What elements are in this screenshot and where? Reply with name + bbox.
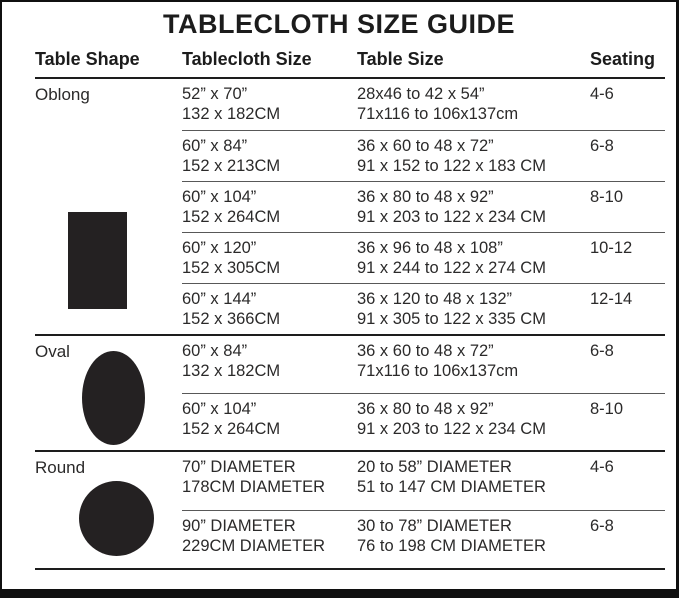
oval-rows — [182, 336, 665, 450]
table-size-inches: 36 x 60 to 48 x 72” — [357, 137, 494, 155]
oval-ellipse-icon — [82, 351, 145, 445]
table-size-cm: 91 x 152 to 122 x 183 CM — [357, 157, 546, 175]
table-size-cm: 91 x 203 to 122 x 234 CM — [357, 208, 546, 226]
tablecloth-size-inches: 52” x 70” — [182, 85, 248, 103]
tablecloth-size-cm: 152 x 264CM — [182, 208, 281, 226]
seating-value: 6-8 — [590, 342, 614, 360]
tablecloth-size-cm: 178CM DIAMETER — [182, 478, 326, 496]
column-header-seating: Seating — [590, 49, 656, 69]
table-row — [182, 336, 665, 393]
oblong-rectangle-icon — [68, 212, 127, 309]
column-header-tablecloth-size: Tablecloth Size — [182, 49, 312, 69]
table-size-inches: 36 x 120 to 48 x 132” — [357, 290, 513, 308]
table-size-cell — [357, 457, 590, 510]
page-title: TABLECLOTH SIZE GUIDE — [163, 9, 515, 39]
seating-value: 4-6 — [590, 458, 614, 476]
table-size-cell — [357, 238, 590, 283]
table-row — [182, 283, 665, 334]
tablecloth-size-inches: 60” x 120” — [182, 239, 257, 257]
seating-value: 8-10 — [590, 188, 624, 206]
shape-label-oblong: Oblong — [35, 85, 90, 104]
table-size-cm: 91 x 244 to 122 x 274 CM — [357, 259, 546, 277]
tablecloth-size-cell — [182, 399, 357, 450]
shape-label-round: Round — [35, 458, 86, 477]
section-oval — [35, 336, 665, 452]
seating-value: 6-8 — [590, 517, 614, 535]
table-row — [182, 181, 665, 232]
table-size-inches: 20 to 58” DIAMETER — [357, 458, 512, 476]
seating-value: 8-10 — [590, 400, 624, 418]
table-size-cell — [357, 84, 590, 130]
tablecloth-size-cell — [182, 457, 357, 510]
tablecloth-size-cm: 152 x 305CM — [182, 259, 281, 277]
table-size-cm: 71x116 to 106x137cm — [357, 362, 519, 380]
table-size-inches: 30 to 78” DIAMETER — [357, 517, 512, 535]
shape-label-oval: Oval — [35, 342, 70, 361]
table-size-inches: 36 x 80 to 48 x 92” — [357, 400, 494, 418]
seating-value: 4-6 — [590, 85, 614, 103]
seating-value: 6-8 — [590, 137, 614, 155]
tablecloth-size-inches: 90” DIAMETER — [182, 517, 296, 535]
tablecloth-size-inches: 60” x 84” — [182, 137, 248, 155]
table-size-cell — [357, 289, 590, 334]
seating-value: 12-14 — [590, 290, 633, 308]
tablecloth-size-cm: 152 x 264CM — [182, 420, 281, 438]
tablecloth-size-inches: 60” x 104” — [182, 188, 257, 206]
tablecloth-size-cell — [182, 136, 357, 181]
tablecloth-size-cell — [182, 84, 357, 130]
tablecloth-size-inches: 70” DIAMETER — [182, 458, 296, 476]
tablecloth-size-cm: 152 x 213CM — [182, 157, 281, 175]
table-header-row — [35, 40, 665, 79]
table-size-cm: 71x116 to 106x137cm — [357, 105, 519, 123]
table-row — [182, 510, 665, 568]
tablecloth-size-cell — [182, 187, 357, 232]
table-size-inches: 36 x 96 to 48 x 108” — [357, 239, 503, 257]
table-size-inches: 28x46 to 42 x 54” — [357, 85, 485, 103]
table-row — [182, 452, 665, 510]
table-size-cell — [357, 516, 590, 568]
table-row — [182, 393, 665, 450]
table-size-cell — [357, 136, 590, 181]
table-size-cm: 91 x 203 to 122 x 234 CM — [357, 420, 546, 438]
tablecloth-size-cm: 132 x 182CM — [182, 105, 281, 123]
guide-table — [2, 40, 676, 570]
table-size-cell — [357, 399, 590, 450]
tablecloth-size-cell — [182, 341, 357, 393]
tablecloth-size-cm: 152 x 366CM — [182, 310, 281, 328]
tablecloth-size-cm: 132 x 182CM — [182, 362, 281, 380]
table-size-cm: 51 to 147 CM DIAMETER — [357, 478, 546, 496]
round-circle-icon — [79, 481, 154, 556]
tablecloth-size-cm: 229CM DIAMETER — [182, 537, 326, 555]
table-row — [182, 79, 665, 130]
table-size-cell — [357, 341, 590, 393]
column-header-table-size: Table Size — [357, 49, 444, 69]
column-header-table-shape: Table Shape — [35, 49, 140, 69]
seating-value: 10-12 — [590, 239, 633, 257]
tablecloth-size-cell — [182, 516, 357, 568]
table-size-inches: 36 x 80 to 48 x 92” — [357, 188, 494, 206]
tablecloth-size-inches: 60” x 144” — [182, 290, 257, 308]
bottom-border-bar — [2, 589, 676, 598]
oblong-rows — [182, 79, 665, 334]
section-round — [35, 452, 665, 570]
table-size-cell — [357, 187, 590, 232]
tablecloth-size-cell — [182, 238, 357, 283]
tablecloth-size-cell — [182, 289, 357, 334]
table-row — [182, 130, 665, 181]
round-rows — [182, 452, 665, 568]
tablecloth-size-inches: 60” x 104” — [182, 400, 257, 418]
table-size-cm: 91 x 305 to 122 x 335 CM — [357, 310, 546, 328]
table-row — [182, 232, 665, 283]
tablecloth-size-inches: 60” x 84” — [182, 342, 248, 360]
table-size-inches: 36 x 60 to 48 x 72” — [357, 342, 494, 360]
section-oblong — [35, 79, 665, 336]
table-size-cm: 76 to 198 CM DIAMETER — [357, 537, 546, 555]
